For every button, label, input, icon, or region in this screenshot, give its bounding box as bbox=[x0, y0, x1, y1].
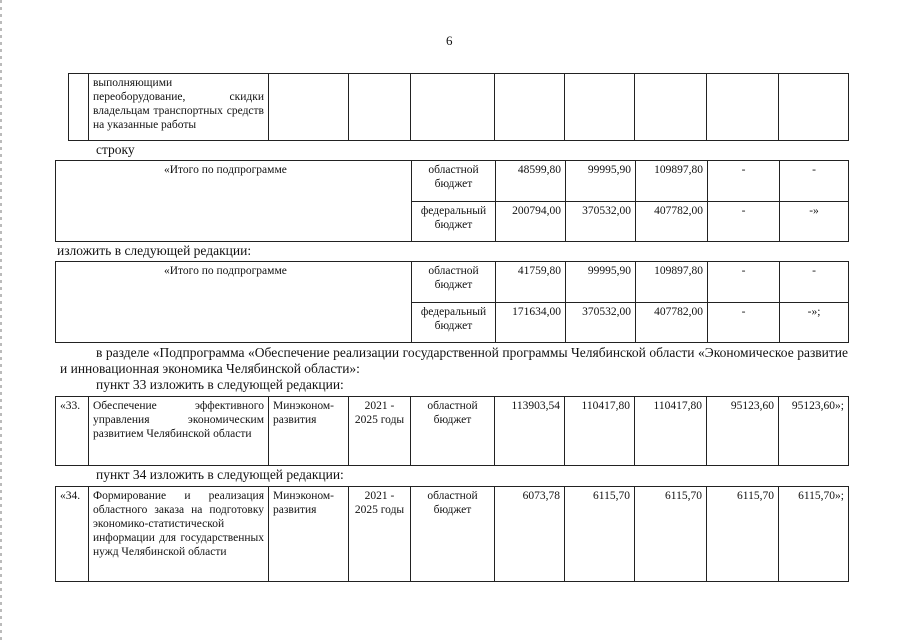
value-cell: 370532,00 bbox=[566, 302, 636, 343]
cell-v2 bbox=[565, 74, 635, 141]
cell-source bbox=[411, 74, 495, 141]
source-cell: федеральный бюджет bbox=[412, 201, 496, 242]
cell-v1 bbox=[495, 74, 565, 141]
value-cell: 48599,80 bbox=[496, 161, 566, 202]
item-number: «33. bbox=[56, 397, 89, 466]
value-cell: 41759,80 bbox=[496, 262, 566, 303]
cell-v5 bbox=[779, 74, 849, 141]
value-cell: -»; bbox=[780, 302, 849, 343]
section-paragraph: в разделе «Подпрограмма «Обеспечение реализации государственной программы Челябинской области «Экономическое развитие и инновационная экономика Челябинской области»: bbox=[60, 345, 848, 376]
page-number: 6 bbox=[446, 33, 453, 48]
scan-edge-mark bbox=[0, 0, 2, 640]
item-number: «34. bbox=[56, 487, 89, 582]
cell-v4 bbox=[707, 74, 779, 141]
item-value: 6115,70 bbox=[707, 487, 779, 582]
continuation-table bbox=[68, 73, 849, 141]
line-p34: пункт 34 изложить в следующей редакции: bbox=[96, 467, 344, 482]
item-source: областной бюджет bbox=[411, 487, 495, 582]
value-cell: 99995,90 bbox=[566, 262, 636, 303]
item-executor: Минэконом-развития bbox=[269, 397, 349, 466]
value-cell: 200794,00 bbox=[496, 201, 566, 242]
item-years: 2021 - 2025 годы bbox=[349, 487, 411, 582]
value-cell: - bbox=[780, 161, 849, 202]
item-value: 6115,70 bbox=[635, 487, 707, 582]
item-value: 6073,78 bbox=[495, 487, 565, 582]
value-cell: 109897,80 bbox=[636, 262, 708, 303]
line-stroku: строку bbox=[96, 142, 135, 157]
item-value: 95123,60 bbox=[707, 397, 779, 466]
item-name: Обеспечение эффективного управления экономическим развитием Челябинской области bbox=[89, 397, 269, 466]
item-33-table bbox=[55, 396, 849, 466]
totals-label: «Итого по подпрограмме bbox=[56, 262, 412, 343]
value-cell: 109897,80 bbox=[636, 161, 708, 202]
item-executor: Минэконом-развития bbox=[269, 487, 349, 582]
line-izlozhit: изложить в следующей редакции: bbox=[57, 243, 252, 258]
value-cell: - bbox=[708, 302, 780, 343]
source-cell: областной бюджет bbox=[412, 262, 496, 303]
value-cell: 407782,00 bbox=[636, 201, 708, 242]
value-cell: -» bbox=[780, 201, 849, 242]
value-cell: 171634,00 bbox=[496, 302, 566, 343]
source-cell: федеральный бюджет bbox=[412, 302, 496, 343]
item-source: областной бюджет bbox=[411, 397, 495, 466]
item-name: Формирование и реализация областного заказа на подготовку экономико-статистической информации для государственных нужд Челябинской области bbox=[89, 487, 269, 582]
cell-measure-text: выполняющими переоборудование, скидки владельцам транспортных средств на указанные работы bbox=[89, 74, 269, 141]
value-cell: - bbox=[708, 161, 780, 202]
value-cell: - bbox=[780, 262, 849, 303]
item-years: 2021 - 2025 годы bbox=[349, 397, 411, 466]
cell-num bbox=[69, 74, 89, 141]
item-value: 95123,60»; bbox=[779, 397, 849, 466]
old-totals-table bbox=[55, 160, 849, 242]
new-totals-table bbox=[55, 261, 849, 343]
value-cell: 407782,00 bbox=[636, 302, 708, 343]
item-value: 110417,80 bbox=[635, 397, 707, 466]
totals-label: «Итого по подпрограмме bbox=[56, 161, 412, 242]
item-value: 110417,80 bbox=[565, 397, 635, 466]
value-cell: - bbox=[708, 262, 780, 303]
source-cell: областной бюджет bbox=[412, 161, 496, 202]
cell-exec bbox=[269, 74, 349, 141]
item-value: 6115,70 bbox=[565, 487, 635, 582]
item-value: 6115,70»; bbox=[779, 487, 849, 582]
line-p33: пункт 33 изложить в следующей редакции: bbox=[96, 377, 344, 392]
value-cell: - bbox=[708, 201, 780, 242]
item-34-table bbox=[55, 486, 849, 582]
cell-v3 bbox=[635, 74, 707, 141]
item-value: 113903,54 bbox=[495, 397, 565, 466]
value-cell: 370532,00 bbox=[566, 201, 636, 242]
value-cell: 99995,90 bbox=[566, 161, 636, 202]
cell-years bbox=[349, 74, 411, 141]
